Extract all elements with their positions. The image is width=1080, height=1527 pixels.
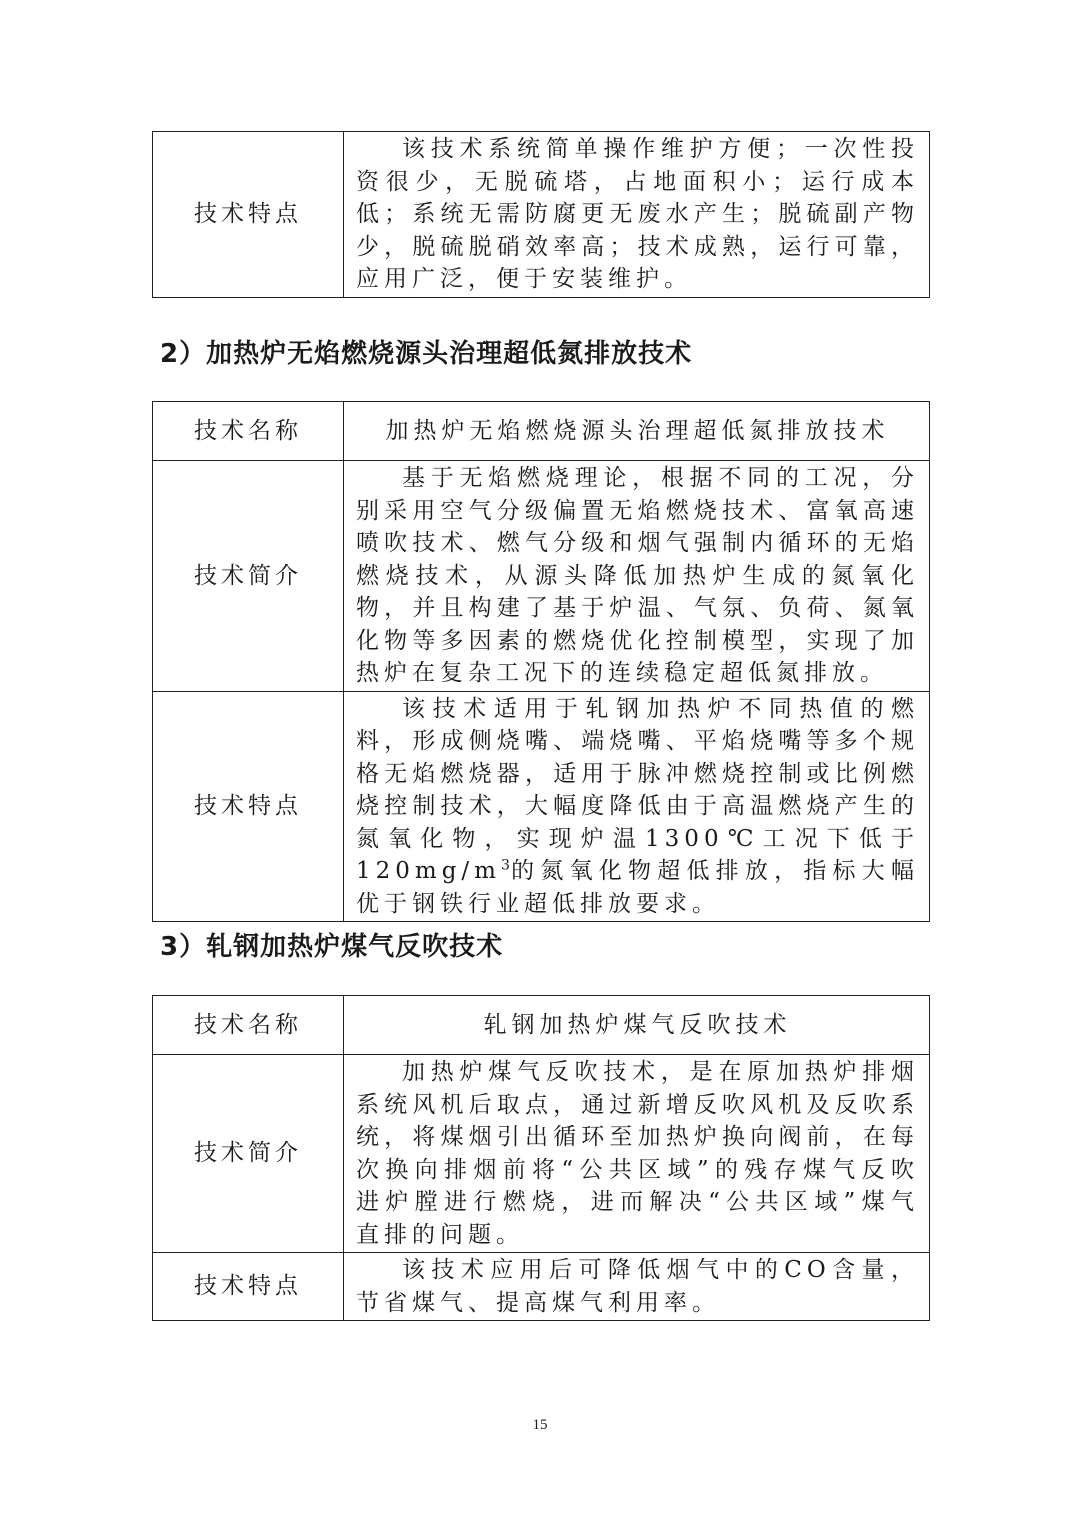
section-2-heading: 2）加热炉无焰燃烧源头治理超低氮排放技术 <box>160 339 693 369</box>
row-content <box>344 461 930 692</box>
table-1-technical-features <box>152 131 930 298</box>
table-row <box>153 691 930 922</box>
page-number: 15 <box>532 1417 548 1433</box>
content-after-unit: 的氮氧化物超低排放，指标大幅优于钢铁行业超低排放要求。 <box>356 858 919 917</box>
row-label: 技术特点 <box>153 132 344 298</box>
row-content-text: 该技术系统简单操作维护方便；一次性投资很少，无脱硫塔，占地面积小；运行成本低；系统无需防腐更无废水产生；脱硫副产物少，脱硫脱硝效率高；技术成熟，运行可靠，应用广泛，便于安装维护。 <box>356 136 919 292</box>
table-row <box>153 1055 930 1253</box>
row-label: 技术特点 <box>153 691 344 922</box>
table-row <box>153 132 930 298</box>
row-content-text: 该技术应用后可降低烟气中的CO含量，节省煤气、提高煤气利用率。 <box>356 1257 919 1316</box>
superscript-unit: 3 <box>501 857 510 874</box>
row-label: 技术特点 <box>153 1253 344 1321</box>
row-content-text <box>356 693 919 921</box>
table-row <box>153 402 930 461</box>
section-3-heading: 3）轧钢加热炉煤气反吹技术 <box>160 932 504 962</box>
row-label: 技术名称 <box>153 402 344 461</box>
content-before-unit: 该技术适用于轧钢加热炉不同热值的燃料，形成侧烧嘴、端烧嘴、平焰烧嘴等多个规格无焰燃烧器，适用于脉冲燃烧控制或比例燃烧控制技术，大幅度降低由于高温燃烧产生的氮氧化物，实现炉温1300℃工况下低于120mg/m <box>356 695 919 884</box>
row-content-text: 加热炉煤气反吹技术，是在原加热炉排烟系统风机后取点，通过新增反吹风机及反吹系统，将煤烟引出循环至加热炉换向阀前，在每次换向排烟前将“公共区域”的残存煤气反吹进炉膛进行燃烧，进而解决“公共区域”煤气直排的问题。 <box>356 1059 919 1248</box>
row-content <box>344 1253 930 1321</box>
row-content <box>344 691 930 922</box>
table-3-gas-backblowing <box>152 995 930 1321</box>
table-row <box>153 996 930 1055</box>
row-content: 轧钢加热炉煤气反吹技术 <box>344 996 930 1055</box>
row-label: 技术简介 <box>153 461 344 692</box>
table-row <box>153 461 930 692</box>
table-row <box>153 1253 930 1321</box>
row-label: 技术名称 <box>153 996 344 1055</box>
row-content <box>344 1055 930 1253</box>
row-content: 加热炉无焰燃烧源头治理超低氮排放技术 <box>344 402 930 461</box>
table-2-flameless-combustion <box>152 401 930 922</box>
row-content <box>344 132 930 298</box>
row-content-text: 基于无焰燃烧理论，根据不同的工况，分别采用空气分级偏置无焰燃烧技术、富氧高速喷吹技术、燃气分级和烟气强制内循环的无焰燃烧技术，从源头降低加热炉生成的氮氧化物，并且构建了基于炉温、气氛、负荷、氮氧化物等多因素的燃烧优化控制模型，实现了加热炉在复杂工况下的连续稳定超低氮排放。 <box>356 465 919 686</box>
row-label: 技术简介 <box>153 1055 344 1253</box>
